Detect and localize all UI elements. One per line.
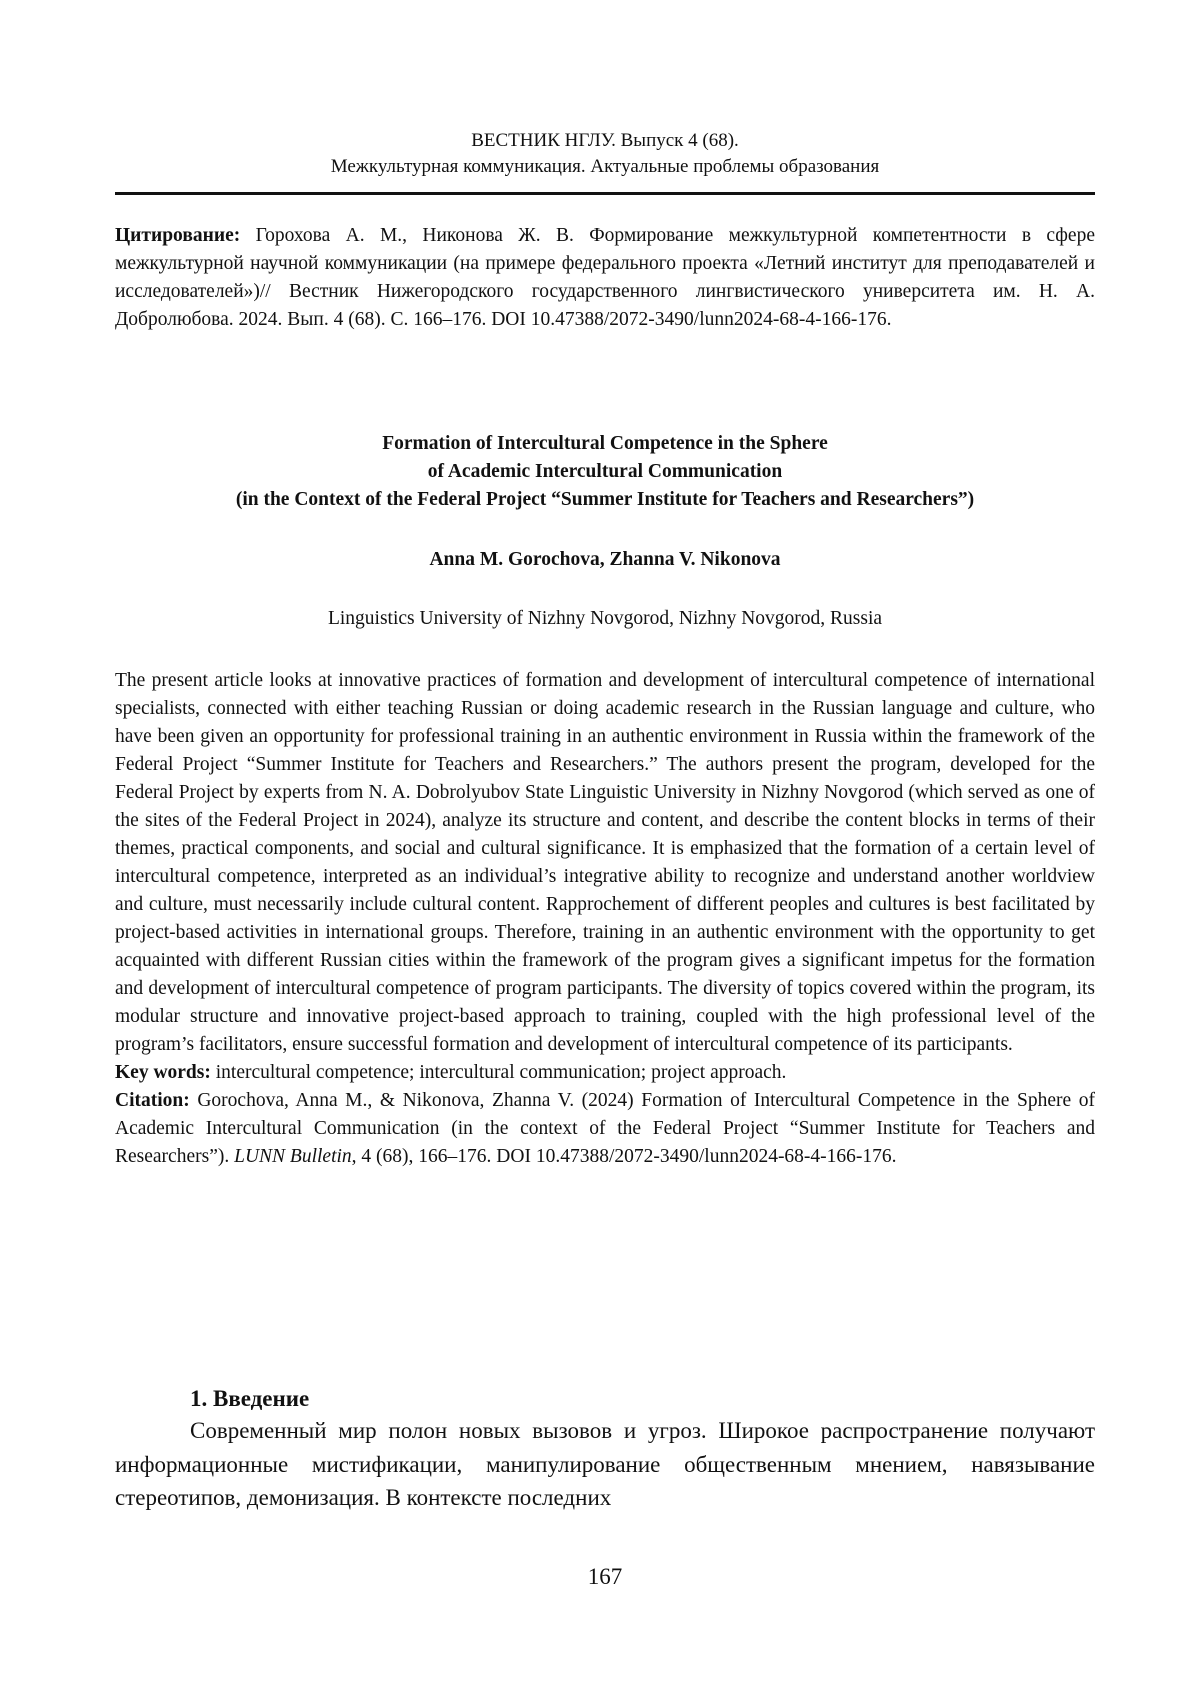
abstract — [115, 667, 1095, 1171]
citation-russian-label: Цитирование: — [115, 225, 241, 246]
citation-english-part1: Gorochova, Anna M., & Nikonova, Zhanna V. (2024) Formation of Intercultural Competence in the Sphere of Academic Intercultural Communication (in the context of the Federal Project “Summer Institute for Teachers and Researchers”). — [115, 1090, 1096, 1167]
citation-journal: LUNN Bulletin — [234, 1146, 352, 1167]
article-title — [115, 430, 1095, 514]
citation-english-part2: , 4 (68), 166–176. DOI 10.47388/2072-3490/lunn2024-68-4-166-176. — [351, 1146, 897, 1167]
authors: Anna M. Gorochova, Zhanna V. Nikonova — [429, 549, 781, 570]
intro-paragraph: Современный мир полон новых вызовов и угроз. Широкое распространение получают информационные мистификации, манипулирование общественным мнением, навязывание стереотипов, демонизация. В контексте последних — [115, 1418, 1095, 1510]
journal-header-line2: Межкультурная коммуникация. Актуальные проблемы образования — [330, 156, 880, 177]
article-title-line2: of Academic Intercultural Communication — [427, 461, 783, 482]
page-number: 167 — [587, 1564, 623, 1589]
article-title-line3: (in the Context of the Federal Project “Summer Institute for Teachers and Researchers”) — [235, 489, 975, 510]
header-rule — [115, 192, 1095, 195]
affiliation: Linguistics University of Nizhny Novgorod, Nizhny Novgorod, Russia — [327, 608, 883, 629]
citation-english-label: Citation: — [115, 1090, 190, 1111]
journal-header — [115, 128, 1095, 180]
citation-english — [115, 1087, 1095, 1171]
citation-russian-text: Горохова А. М., Никонова Ж. В. Формирование межкультурной компетентности в сфере межкультурной научной коммуникации (на примере федерального проекта «Летний институт для преподавателей и исследователей»)// Вестник Нижегородского государственного лингвистического университета им. Н. А. Добролюбова. 2024. Вып. 4 (68). С. 166–176. DOI 10.47388/2072-3490/lunn2024-68-4-166-176. — [115, 225, 1095, 330]
section-heading: 1. Введение — [190, 1386, 310, 1411]
keywords-label: Key words: — [115, 1062, 211, 1083]
abstract-text: The present article looks at innovative practices of formation and development of intercultural competence of international specialists, connected with either teaching Russian or doing academic research in the Russian language and culture, who have been given an opportunity for professional training in an authentic environment in Russia within the framework of the Federal Project “Summer Institute for Teachers and Researchers.” The authors present the program, developed for the Federal Project by experts from N. A. Dobrolyubov State Linguistic University in Nizhny Novgorod (which served as one of the sites of the Federal Project in 2024), analyze its structure and content, and describe the content blocks in terms of their themes, practical components, and social and cultural significance. It is emphasized that the formation of a certain level of intercultural competence, interpreted as an individual’s integrative ability to recognize and understand another worldview and culture, must necessarily include cultural content. Rapprochement of different peoples and cultures is best facilitated by project-based activities in international groups. Therefore, training in an authentic environment with the opportunity to get acquainted with different Russian cities within the framework of the program gives a significant impetus for the formation and development of intercultural competence of program participants. The diversity of topics covered within the program, its modular structure and innovative project-based approach to training, coupled with the high professional level of the program’s facilitators, ensure successful formation and development of intercultural competence of its participants. — [115, 670, 1095, 1055]
journal-header-line1: ВЕСТНИК НГЛУ. Выпуск 4 (68). — [471, 130, 739, 151]
keywords-text: intercultural competence; intercultural communication; project approach. — [215, 1062, 787, 1083]
article-title-line1: Formation of Intercultural Competence in the Sphere — [382, 433, 828, 454]
citation-russian — [115, 222, 1095, 334]
keywords — [115, 1059, 1095, 1087]
